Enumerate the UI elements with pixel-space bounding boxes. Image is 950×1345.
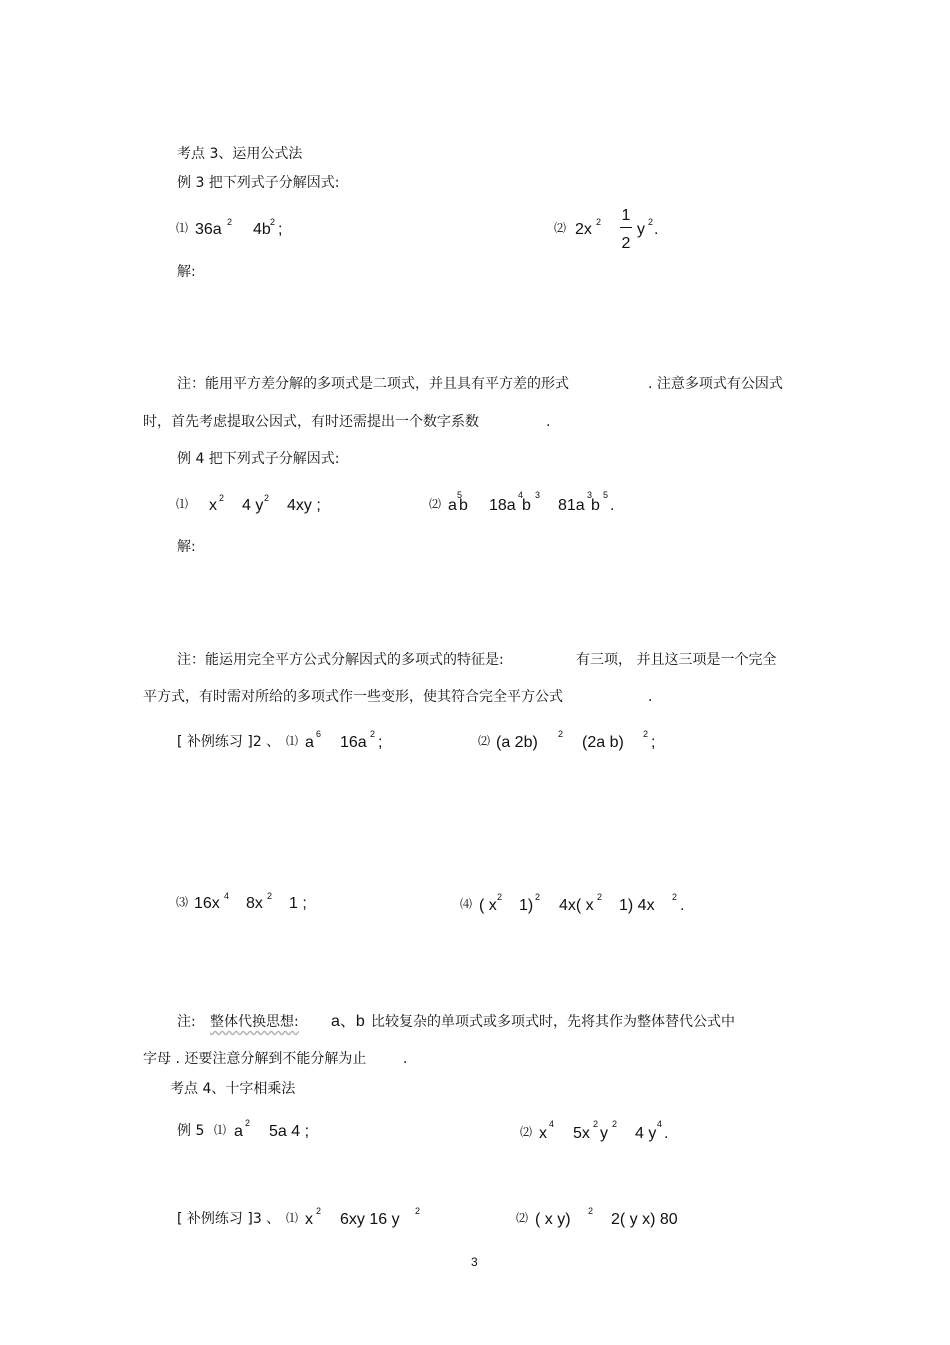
exponent: 2 [219,493,225,503]
exponent: 2 [588,1206,594,1216]
note-2-line-1: 注：能运用完全平方公式分解因式的多项式的特征是: [177,652,504,668]
math-term: 6xy 16 y [340,1211,400,1228]
math-term: ; [278,221,283,238]
exponent: 2 [648,217,654,227]
example-5-label: 例 5 [177,1123,205,1139]
problem-number: ⑶ [176,895,189,909]
supplement-3-label: [ 补例练习 ]3 、 [177,1211,281,1227]
math-term: . [610,497,615,514]
exponent: 2 [535,892,541,902]
math-term: (a 2b) [496,734,538,751]
math-term: 8x [246,895,263,912]
problem-number: ⑵ [554,221,567,235]
exponent: 2 [596,217,602,227]
math-term: 5a 4 ; [269,1123,310,1140]
example-3-solution-label: 解: [177,264,196,280]
exponent: 3 [587,490,593,500]
math-term: ( x y) [535,1211,571,1228]
problem-number: ⑴ [286,734,299,748]
math-term: 4 y [635,1125,657,1142]
exponent: 4 [549,1119,555,1129]
math-term: 18a [489,497,516,514]
problem-number: ⑴ [176,497,189,511]
note-2-line-1-cont: 有三项， 并且这三项是一个完全 [576,652,777,668]
exponent: 2 [245,1118,251,1128]
page-number: 3 [471,1255,478,1269]
problem-number: ⑵ [429,497,442,511]
exponent: 2 [415,1206,421,1216]
exponent: 4 [518,490,524,500]
exponent: 2 [497,892,503,902]
problem-number: ⑵ [516,1211,529,1225]
fraction-bar [620,227,632,228]
exponent: 2 [612,1119,618,1129]
note-2-line-2-end: . [648,689,653,705]
example-4-solution-label: 解: [177,539,196,555]
math-term: y [600,1125,608,1142]
math-term: 2x [575,221,592,238]
math-term: . [680,897,685,914]
exponent: 6 [316,729,322,739]
exponent: 2 [316,1206,322,1216]
math-term: 4x( x [559,897,594,914]
math-term: a [305,734,314,751]
math-term: 1 ; [289,895,307,912]
note-3-line-1-cont: 比较复杂的单项式或多项式时，先将其作为整体替代公式中 [371,1014,735,1030]
exponent: 2 [227,217,233,227]
exponent: 4 [224,891,230,901]
problem-number: ⑴ [286,1211,299,1225]
math-term: 5x [573,1125,590,1142]
math-term: ( x [479,897,497,914]
math-term: (2a b) [582,734,624,751]
math-term: a [448,497,457,514]
note-3-label: 注: [177,1014,196,1030]
math-term: a [234,1123,243,1140]
example-3-title: 例 3 把下列式子分解因式: [177,175,340,191]
problem-number: ⑴ [214,1123,227,1137]
math-term: x [209,497,217,514]
section-3-heading: 考点 3、运用公式法 [177,146,303,162]
exponent: 2 [264,493,270,503]
math-term: ; [651,734,656,751]
math-term: 4b [253,221,271,238]
exponent: 2 [643,729,649,739]
math-term: 4xy ; [287,497,321,514]
note-1-line-1-cont: . 注意多项式有公因式 [648,376,783,392]
math-term: 16a [340,734,367,751]
problem-number: ⑴ [176,221,189,235]
note-1-line-2-end: . [546,414,551,430]
fraction-denominator: 2 [621,235,631,252]
math-term: b [591,497,600,514]
math-term: . [654,221,659,238]
note-1-line-1: 注：能用平方差分解的多项式是二项式，并且具有平方差的形式 [177,376,569,392]
note-3-variables: a、b [331,1013,365,1030]
note-3-line-2: 字母 . 还要注意分解到不能分解为止 [143,1051,367,1067]
note-2-line-2: 平方式，有时需对所给的多项式作一些变形，使其符合完全平方公式 [143,689,563,705]
problem-number: ⑷ [460,897,473,911]
exponent: 3 [535,490,541,500]
exponent: 2 [597,892,603,902]
math-term: 36a [195,221,222,238]
math-term: . [664,1125,669,1142]
exponent: 2 [558,729,564,739]
math-term: 81a [558,497,585,514]
problem-number: ⑵ [478,734,491,748]
math-term: x [305,1211,313,1228]
note-3-keyword: 整体代换思想: [210,1014,299,1030]
math-term: x [539,1125,547,1142]
exponent: 2 [370,729,376,739]
math-term: ; [378,734,383,751]
fraction-numerator: 1 [621,207,631,224]
exponent: 5 [457,490,463,500]
math-term: 2( y x) 80 [611,1211,678,1228]
exponent: 2 [593,1119,599,1129]
exponent: 2 [270,217,276,227]
exponent: 5 [603,490,609,500]
exponent: 2 [267,891,273,901]
math-term: b [459,497,468,514]
math-term: 4 y [242,497,264,514]
math-term: 1) [519,897,534,914]
math-term: 1) 4x [619,897,655,914]
math-term: y [637,221,645,238]
supplement-2-label: [ 补例练习 ]2 、 [177,734,281,750]
exponent: 4 [657,1119,663,1129]
problem-number: ⑵ [520,1125,533,1139]
math-term: 16x [194,895,220,912]
section-4-heading: 考点 4、十字相乘法 [170,1081,296,1097]
math-term: b [522,497,531,514]
note-3-line-2-end: . [403,1051,408,1067]
note-1-line-2: 时，首先考虑提取公因式，有时还需提出一个数字系数 [143,414,479,430]
exponent: 2 [672,892,678,902]
example-4-title: 例 4 把下列式子分解因式: [177,451,340,467]
